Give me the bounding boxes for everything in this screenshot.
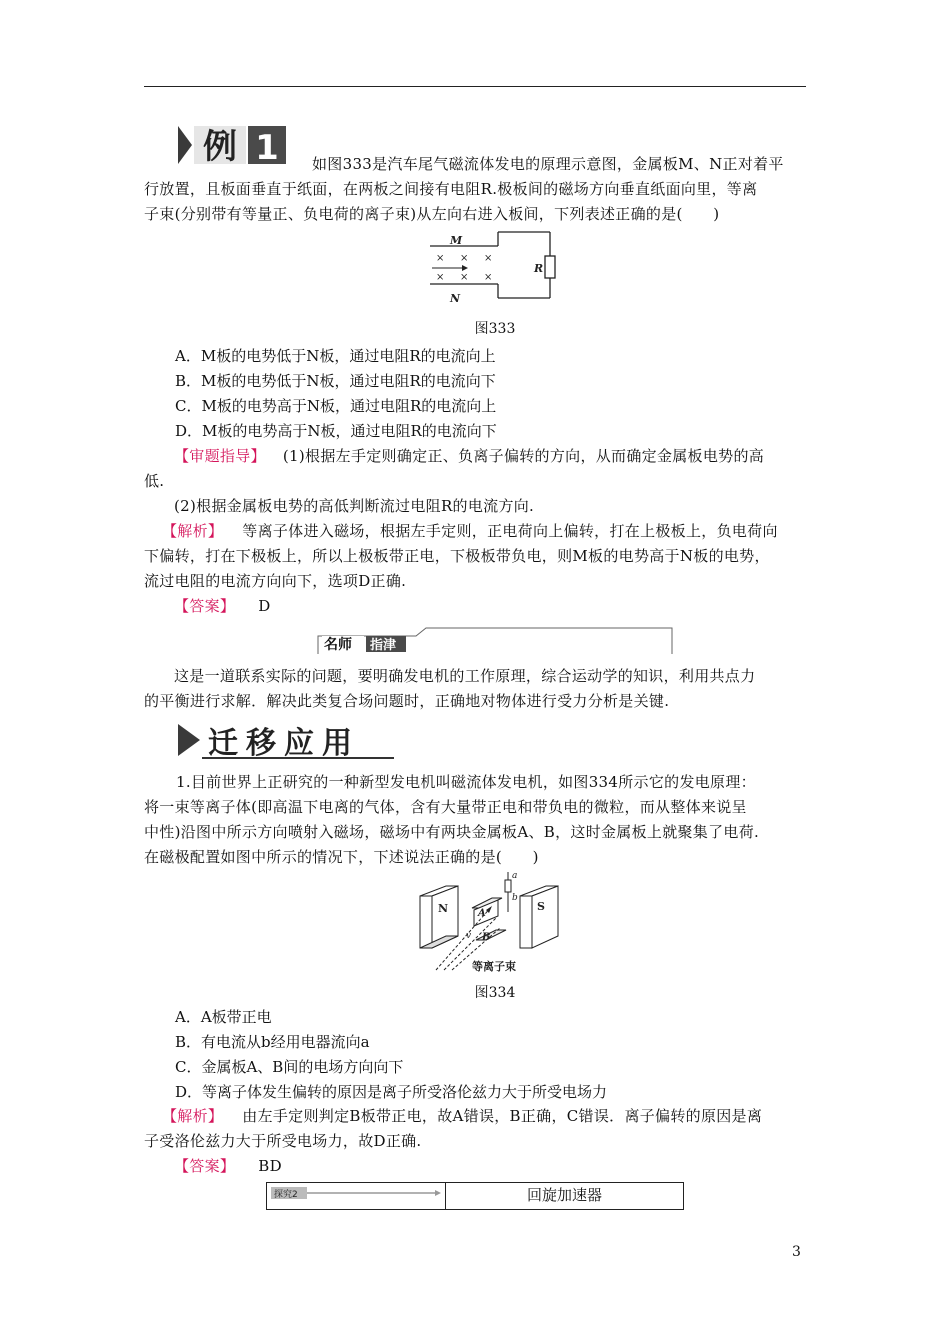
cross-1: × [436,253,445,264]
mingshi-line-1: 这是一道联系实际的问题，要明确发电机的工作原理，综合运动学的知识，利用共点力 [174,667,756,685]
mingshi-banner [316,626,676,656]
cross-3: × [484,253,493,264]
section-table [266,1182,684,1210]
example-stem-line-1: 如图333是汽车尾气磁流体发电的原理示意图，金属板M、N正对着平 [312,155,784,173]
guide-line-3: (2)根据金属板电势的高低判断流过电阻R的电流方向. [174,497,535,515]
cross-5: × [460,272,469,283]
example-badge-char: 例 [203,127,237,166]
example-option-b: B．M板的电势低于N板，通过电阻R的电流向下 [175,372,496,390]
transfer-answer-value: BD [258,1157,282,1175]
label-R: R [534,262,544,275]
label-M: M [450,234,463,247]
page-number: 3 [792,1244,801,1260]
mingshi-text [144,664,806,714]
transfer-analysis-tag: 【解析】 [162,1107,224,1125]
figure-334-caption: 图334 [474,985,516,1001]
label-plate-b: B [482,932,491,943]
example-answer [144,594,806,619]
transfer-answer [144,1154,806,1179]
answer-tag: 【答案】 [174,597,236,615]
mingshi-label-b: 指津 [370,638,397,653]
transfer-banner [178,720,396,760]
cross-2: × [460,253,469,264]
label-v: v [466,931,472,941]
transfer-analysis [144,1104,806,1154]
transfer-option-d: D．等离子体发生偏转的原因是离子所受洛伦兹力大于所受电场力 [175,1083,608,1101]
section-badge-graphic [267,1183,445,1209]
analysis-line-1: 等离子体进入磁场，根据左手定则，正电荷向上偏转，打在上极板上，负电荷向 [242,522,778,540]
transfer-analysis-line-2: 子受洛伦兹力大于所受电场力，故D正确. [144,1132,422,1150]
example-analysis [144,519,806,594]
label-b: b [512,893,518,903]
transfer-stem-line-1: 1.目前世界上正研究的一种新型发电机叫磁流体发电机，如图334所示它的发电原理： [176,773,756,791]
example-option-c: C．M板的电势高于N板，通过电阻R的电流向上 [175,397,497,415]
label-north: N [438,902,449,915]
transfer-title: 迁移应用 [208,726,360,760]
transfer-option-b: B．有电流从b经用电器流向a [175,1033,370,1051]
guide-line-2: 低. [144,472,165,490]
transfer-answer-tag: 【答案】 [174,1157,236,1175]
example-option-d: D．M板的电势高于N板，通过电阻R的电流向下 [175,422,497,440]
transfer-stem-line-2: 将一束等离子体(即高温下电离的气体，含有大量带正电和带负电的微粒，而从整体来说呈 [144,798,747,816]
guide-line-1: (1)根据左手定则确定正、负离子偏转的方向，从而确定金属板电势的高 [282,447,765,465]
figure-334-diagram [416,868,562,976]
answer-value: D [258,597,271,615]
mingshi-label-a: 名师 [324,637,352,653]
label-plate-a: A [478,908,486,919]
guide-tag: 【审题指导】 [174,447,266,465]
analysis-line-2: 下偏转，打在下极板上，所以上极板带正电，下极板带负电，则M板的电势高于N板的电势， [144,547,770,565]
figure-333-caption: 图333 [474,321,516,337]
example-guide [144,444,806,519]
section-table-title: 回旋加速器 [526,1186,602,1204]
example-stem-line-3: 子束(分别带有等量正、负电荷的离子束)从左向右进入板间，下列表述正确的是( ) [144,205,720,223]
example-option-a: A．M板的电势低于N板，通过电阻R的电流向上 [175,347,496,365]
cross-4: × [436,272,445,283]
label-beam: 等离子束 [472,960,516,973]
figure-333-circuit [424,226,560,312]
header-rule [144,86,806,87]
transfer-analysis-line-1: 由左手定则判定B板带正电，故A错误，B正确，C错误．离子偏转的原因是离 [242,1107,763,1125]
example-stem-line-2: 行放置，且板面垂直于纸面，在两板之间接有电阻R.极板间的磁场方向垂直纸面向里，等离 [144,180,758,198]
analysis-line-3: 流过电阻的电流方向向下，选项D正确. [144,572,407,590]
transfer-banner-graphic [178,720,396,760]
section-badge-label: 探究2 [274,1190,298,1200]
transfer-stem [144,770,806,870]
label-a: a [512,871,518,881]
figure-334 [416,868,562,976]
cross-6: × [484,272,493,283]
example-stem [144,152,806,227]
transfer-option-c: C．金属板A、B间的电场方向向下 [175,1058,404,1076]
label-south: S [537,900,545,913]
section-table-left [267,1183,446,1209]
mingshi-line-2: 的平衡进行求解．解决此类复合场问题时，正确地对物体进行受力分析是关键. [144,692,670,710]
analysis-tag: 【解析】 [162,522,224,540]
transfer-stem-line-3: 中性)沿图中所示方向喷射入磁场，磁场中有两块金属板A、B，这时金属板上就聚集了电荷. [144,823,760,841]
label-N: N [450,292,461,305]
figure-333 [424,226,560,312]
transfer-option-a: A．A板带正电 [175,1008,272,1026]
transfer-stem-line-4: 在磁极配置如图中所示的情况下，下述说法正确的是( ) [144,848,539,866]
mingshi-banner-graphic [316,626,676,656]
example-badge-num: 1 [255,128,279,166]
